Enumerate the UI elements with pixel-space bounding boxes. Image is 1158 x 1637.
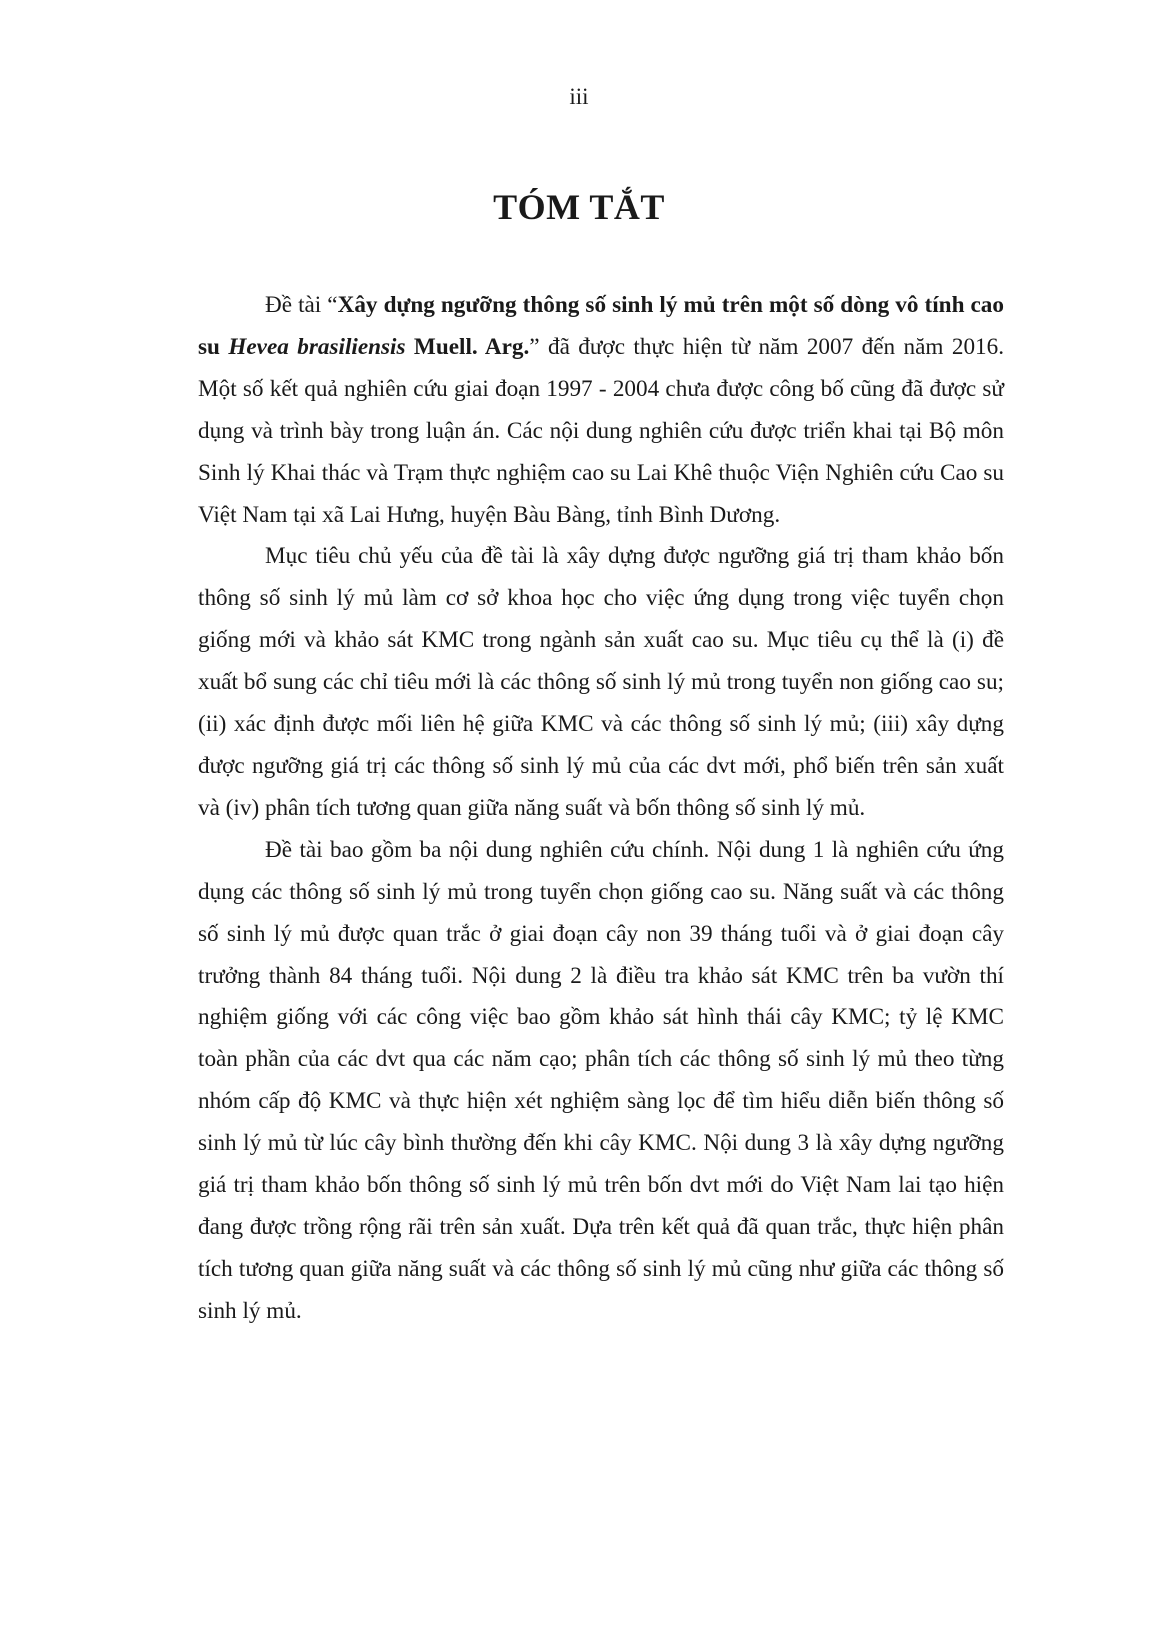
- page-title: TÓM TẮT: [493, 187, 665, 227]
- paragraph-1-lead: Đề tài “: [265, 292, 338, 318]
- paragraph-2: Mục tiêu chủ yếu của đề tài là xây dựng được ngưỡng giá trị tham khảo bốn thông số sinh lý mủ làm cơ sở khoa học cho việc ứng dụng trong việc tuyển chọn giống mới và khảo sát KMC trong ngành sản xuất cao su. Mục tiêu cụ thể là (i) đề xuất bổ sung các chỉ tiêu mới là các thông số sinh lý mủ trong tuyển non giống cao su; (ii) xác định được mối liên hệ giữa KMC và các thông số sinh lý mủ; (iii) xây dựng được ngưỡng giá trị các thông số sinh lý mủ của các dvt mới, phổ biến trên sản xuất và (iv) phân tích tương quan giữa năng suất và bốn thông số sinh lý mủ.: [198, 543, 1004, 821]
- page-number: iii: [569, 84, 589, 109]
- paragraph-3: Đề tài bao gồm ba nội dung nghiên cứu chính. Nội dung 1 là nghiên cứu ứng dụng các thông số sinh lý mủ trong tuyển chọn giống cao su. Năng suất và các thông số sinh lý mủ được quan trắc ở giai đoạn cây non 39 tháng tuổi và ở giai đoạn cây trưởng thành 84 tháng tuổi. Nội dung 2 là điều tra khảo sát KMC trên ba vườn thí nghiệm giống với các công việc bao gồm khảo sát hình thái cây KMC; tỷ lệ KMC toàn phần của các dvt qua các năm cạo; phân tích các thông số sinh lý mủ theo từng nhóm cấp độ KMC và thực hiện xét nghiệm sàng lọc để tìm hiểu diễn biến thông số sinh lý mủ từ lúc cây bình thường đến khi cây KMC. Nội dung 3 là xây dựng ngưỡng giá trị tham khảo bốn thông số sinh lý mủ trên bốn dvt mới do Việt Nam lai tạo hiện đang được trồng rộng rãi trên sản xuất. Dựa trên kết quả đã quan trắc, thực hiện phân tích tương quan giữa năng suất và các thông số sinh lý mủ cũng như giữa các thông số sinh lý mủ.: [198, 836, 1004, 1324]
- thesis-topic: Xây dựng ngưỡng thông số sinh lý mủ trên một số dòng vô tính cao su: [198, 292, 1004, 360]
- species-name: Hevea brasiliensis: [228, 333, 406, 360]
- summary-body: [198, 285, 1004, 1333]
- paragraph-1: [198, 285, 1004, 536]
- species-author: Muell. Arg.: [405, 333, 530, 360]
- paragraph-1-rest: ” đã được thực hiện từ năm 2007 đến năm 2016. Một số kết quả nghiên cứu giai đoạn 1997 - 2004 chưa được công bố cũng đã được sử dụng và trình bày trong luận án. Các nội dung nghiên cứu được triển khai tại Bộ môn Sinh lý Khai thác và Trạm thực nghiệm cao su Lai Khê thuộc Viện Nghiên cứu Cao su Việt Nam tại xã Lai Hưng, huyện Bàu Bàng, tỉnh Bình Dương.: [198, 333, 1005, 528]
